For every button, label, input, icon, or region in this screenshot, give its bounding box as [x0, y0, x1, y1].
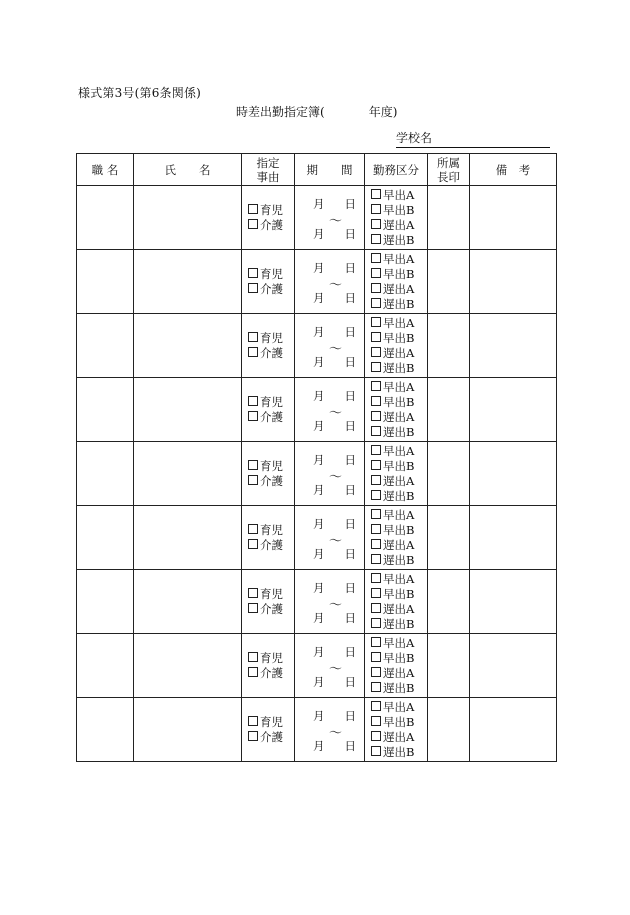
- remarks-cell[interactable]: [470, 250, 557, 314]
- duty-option-label: 早出B: [383, 714, 415, 729]
- start-day-label: 日: [344, 581, 356, 595]
- duty-option-early-a[interactable]: [371, 572, 427, 587]
- duty-option-late-b[interactable]: [371, 233, 427, 248]
- duty-option-label: 遅出A: [383, 281, 415, 296]
- checkbox-icon[interactable]: [371, 746, 381, 756]
- name-cell[interactable]: [134, 570, 242, 634]
- checkbox-icon[interactable]: [248, 524, 258, 534]
- reason-option-nursing-care[interactable]: [248, 346, 294, 361]
- checkbox-icon[interactable]: [371, 490, 381, 500]
- reason-cell: [242, 186, 295, 250]
- duty-type-cell: [365, 634, 428, 698]
- period-cell[interactable]: [295, 506, 365, 570]
- duty-option-early-b[interactable]: [371, 395, 427, 410]
- duty-option-early-b[interactable]: [371, 523, 427, 538]
- checkbox-icon[interactable]: [248, 652, 258, 662]
- reason-option-childcare[interactable]: [248, 267, 294, 282]
- checkbox-icon[interactable]: [371, 381, 381, 391]
- duty-option-label: 早出A: [383, 635, 415, 650]
- duty-option-early-a[interactable]: [371, 700, 427, 715]
- duty-option-early-b[interactable]: [371, 267, 427, 282]
- col-duty-type: 勤務区分: [365, 154, 428, 186]
- checkbox-icon[interactable]: [371, 682, 381, 692]
- checkbox-icon[interactable]: [248, 460, 258, 470]
- job-title-cell[interactable]: [77, 186, 134, 250]
- reason-option-label: 育児: [260, 522, 283, 537]
- duty-option-early-a[interactable]: [371, 188, 427, 203]
- duty-option-label: 早出B: [383, 266, 415, 281]
- period-cell[interactable]: [295, 250, 365, 314]
- checkbox-icon[interactable]: [371, 475, 381, 485]
- col-approver-seal: [428, 154, 470, 186]
- start-day-label: 日: [344, 709, 356, 723]
- checkbox-icon[interactable]: [371, 524, 381, 534]
- reason-option-nursing-care[interactable]: [248, 730, 294, 745]
- start-day-label: 日: [344, 389, 356, 403]
- job-title-cell[interactable]: [77, 634, 134, 698]
- duty-option-label: 遅出A: [383, 409, 415, 424]
- checkbox-icon[interactable]: [371, 253, 381, 263]
- checkbox-icon[interactable]: [371, 554, 381, 564]
- duty-option-label: 早出B: [383, 330, 415, 345]
- start-day-label: 日: [344, 517, 356, 531]
- col-reason-line2: 事由: [256, 169, 280, 184]
- period-cell[interactable]: [295, 570, 365, 634]
- job-title-cell[interactable]: [77, 378, 134, 442]
- checkbox-icon[interactable]: [371, 332, 381, 342]
- duty-option-label: 遅出A: [383, 729, 415, 744]
- period-cell[interactable]: [295, 186, 365, 250]
- duty-option-early-b[interactable]: [371, 587, 427, 602]
- checkbox-icon[interactable]: [371, 588, 381, 598]
- start-month-label: 月: [313, 645, 325, 659]
- start-month-label: 月: [313, 261, 325, 275]
- title-suffix: 年度): [368, 105, 398, 119]
- remarks-cell[interactable]: [470, 570, 557, 634]
- checkbox-icon[interactable]: [248, 204, 258, 214]
- reason-option-nursing-care[interactable]: [248, 538, 294, 553]
- duty-option-late-a[interactable]: [371, 538, 427, 553]
- start-month-label: 月: [313, 389, 325, 403]
- checkbox-icon[interactable]: [371, 539, 381, 549]
- remarks-cell[interactable]: [470, 314, 557, 378]
- reason-option-childcare[interactable]: [248, 715, 294, 730]
- duty-option-label: 早出B: [383, 394, 415, 409]
- checkbox-icon[interactable]: [371, 347, 381, 357]
- table-row: [77, 506, 557, 570]
- duty-option-label: 早出A: [383, 507, 415, 522]
- name-cell[interactable]: [134, 314, 242, 378]
- duty-option-late-a[interactable]: [371, 602, 427, 617]
- checkbox-icon[interactable]: [248, 475, 258, 485]
- end-month-label: 月: [313, 739, 325, 753]
- reason-option-childcare[interactable]: [248, 587, 294, 602]
- name-cell[interactable]: [134, 506, 242, 570]
- start-month-label: 月: [313, 581, 325, 595]
- reason-option-nursing-care[interactable]: [248, 282, 294, 297]
- reason-option-label: 介護: [260, 281, 283, 296]
- duty-option-late-a[interactable]: [371, 666, 427, 681]
- reason-cell: [242, 698, 295, 762]
- checkbox-icon[interactable]: [371, 317, 381, 327]
- duty-option-late-b[interactable]: [371, 425, 427, 440]
- col-approver-line1: 所属: [437, 155, 460, 170]
- name-cell[interactable]: [134, 186, 242, 250]
- approver-seal-cell[interactable]: [428, 634, 470, 698]
- table-row: [77, 442, 557, 506]
- reason-cell: [242, 506, 295, 570]
- duty-option-late-a[interactable]: [371, 282, 427, 297]
- duty-option-early-b[interactable]: [371, 459, 427, 474]
- period-cell[interactable]: [295, 698, 365, 762]
- remarks-cell[interactable]: [470, 506, 557, 570]
- reason-option-label: 介護: [260, 665, 283, 680]
- checkbox-icon[interactable]: [371, 573, 381, 583]
- checkbox-icon[interactable]: [248, 347, 258, 357]
- reason-option-label: 育児: [260, 330, 283, 345]
- checkbox-icon[interactable]: [371, 426, 381, 436]
- checkbox-icon[interactable]: [248, 539, 258, 549]
- reason-option-label: 育児: [260, 202, 283, 217]
- checkbox-icon[interactable]: [371, 445, 381, 455]
- job-title-cell[interactable]: [77, 570, 134, 634]
- duty-option-label: 遅出A: [383, 345, 415, 360]
- end-month-label: 月: [313, 355, 325, 369]
- end-month-label: 月: [313, 291, 325, 305]
- duty-option-label: 遅出A: [383, 537, 415, 552]
- end-day-label: 日: [344, 547, 356, 561]
- end-day-label: 日: [344, 355, 356, 369]
- name-cell[interactable]: [134, 634, 242, 698]
- checkbox-icon[interactable]: [248, 332, 258, 342]
- duty-option-label: 遅出B: [383, 360, 415, 375]
- remarks-cell[interactable]: [470, 378, 557, 442]
- duty-option-early-a[interactable]: [371, 508, 427, 523]
- duty-option-late-b[interactable]: [371, 553, 427, 568]
- reason-cell: [242, 250, 295, 314]
- approver-seal-cell[interactable]: [428, 570, 470, 634]
- duty-type-cell: [365, 250, 428, 314]
- duty-option-label: 早出A: [383, 315, 415, 330]
- duty-option-late-a[interactable]: [371, 474, 427, 489]
- table-row: [77, 634, 557, 698]
- table-row: [77, 378, 557, 442]
- period-cell[interactable]: [295, 442, 365, 506]
- duty-option-late-b[interactable]: [371, 745, 427, 760]
- job-title-cell[interactable]: [77, 698, 134, 762]
- duty-type-cell: [365, 314, 428, 378]
- checkbox-icon[interactable]: [248, 667, 258, 677]
- duty-option-label: 早出A: [383, 571, 415, 586]
- checkbox-icon[interactable]: [371, 618, 381, 628]
- reason-option-label: 育児: [260, 714, 283, 729]
- checkbox-icon[interactable]: [371, 396, 381, 406]
- reason-option-childcare[interactable]: [248, 523, 294, 538]
- duty-option-label: 早出B: [383, 522, 415, 537]
- checkbox-icon[interactable]: [248, 396, 258, 406]
- end-day-label: 日: [344, 739, 356, 753]
- duty-option-label: 遅出B: [383, 488, 415, 503]
- duty-option-label: 早出B: [383, 458, 415, 473]
- reason-option-label: 介護: [260, 601, 283, 616]
- checkbox-icon[interactable]: [371, 411, 381, 421]
- table-row: [77, 250, 557, 314]
- duty-option-label: 早出A: [383, 699, 415, 714]
- duty-option-label: 遅出A: [383, 665, 415, 680]
- checkbox-icon[interactable]: [371, 731, 381, 741]
- remarks-cell[interactable]: [470, 634, 557, 698]
- end-day-label: 日: [344, 611, 356, 625]
- end-month-label: 月: [313, 547, 325, 561]
- duty-type-cell: [365, 698, 428, 762]
- start-day-label: 日: [344, 261, 356, 275]
- reason-option-childcare[interactable]: [248, 459, 294, 474]
- end-month-label: 月: [313, 675, 325, 689]
- end-day-label: 日: [344, 675, 356, 689]
- duty-type-cell: [365, 506, 428, 570]
- job-title-cell[interactable]: [77, 442, 134, 506]
- reason-option-childcare[interactable]: [248, 651, 294, 666]
- duty-option-label: 早出A: [383, 379, 415, 394]
- start-month-label: 月: [313, 517, 325, 531]
- duty-option-label: 遅出B: [383, 232, 415, 247]
- checkbox-icon[interactable]: [371, 204, 381, 214]
- start-month-label: 月: [313, 453, 325, 467]
- start-month-label: 月: [313, 197, 325, 211]
- reason-option-label: 育児: [260, 266, 283, 281]
- duty-option-label: 遅出B: [383, 296, 415, 311]
- reason-option-nursing-care[interactable]: [248, 410, 294, 425]
- col-job-title: 職 名: [77, 154, 134, 186]
- duty-option-label: 早出B: [383, 650, 415, 665]
- duty-type-cell: [365, 378, 428, 442]
- range-tilde: 〜: [329, 726, 343, 741]
- checkbox-icon[interactable]: [371, 362, 381, 372]
- job-title-cell[interactable]: [77, 250, 134, 314]
- range-tilde: 〜: [329, 406, 343, 421]
- table-row: [77, 570, 557, 634]
- start-month-label: 月: [313, 709, 325, 723]
- checkbox-icon[interactable]: [371, 716, 381, 726]
- table-body: [77, 186, 557, 762]
- reason-option-label: 育児: [260, 650, 283, 665]
- job-title-cell[interactable]: [77, 314, 134, 378]
- checkbox-icon[interactable]: [371, 189, 381, 199]
- start-day-label: 日: [344, 197, 356, 211]
- range-tilde: 〜: [329, 470, 343, 485]
- name-cell[interactable]: [134, 442, 242, 506]
- checkbox-icon[interactable]: [371, 667, 381, 677]
- end-day-label: 日: [344, 291, 356, 305]
- duty-option-label: 遅出B: [383, 744, 415, 759]
- reason-option-nursing-care[interactable]: [248, 218, 294, 233]
- duty-option-early-a[interactable]: [371, 252, 427, 267]
- duty-option-late-a[interactable]: [371, 218, 427, 233]
- checkbox-icon[interactable]: [248, 588, 258, 598]
- col-reason-line1: 指定: [256, 155, 280, 170]
- school-name-field[interactable]: [396, 129, 550, 148]
- approver-seal-cell[interactable]: [428, 250, 470, 314]
- duty-option-early-a[interactable]: [371, 444, 427, 459]
- duty-option-early-b[interactable]: [371, 203, 427, 218]
- reason-option-nursing-care[interactable]: [248, 474, 294, 489]
- reason-cell: [242, 314, 295, 378]
- duty-type-cell: [365, 186, 428, 250]
- duty-option-label: 早出A: [383, 251, 415, 266]
- checkbox-icon[interactable]: [248, 603, 258, 613]
- checkbox-icon[interactable]: [248, 219, 258, 229]
- checkbox-icon[interactable]: [248, 731, 258, 741]
- reason-cell: [242, 570, 295, 634]
- start-day-label: 日: [344, 325, 356, 339]
- reason-option-childcare[interactable]: [248, 331, 294, 346]
- checkbox-icon[interactable]: [371, 460, 381, 470]
- reason-option-label: 介護: [260, 409, 283, 424]
- duty-option-label: 早出B: [383, 586, 415, 601]
- reason-option-nursing-care[interactable]: [248, 602, 294, 617]
- duty-option-early-b[interactable]: [371, 331, 427, 346]
- reason-option-label: 介護: [260, 473, 283, 488]
- reason-option-childcare[interactable]: [248, 395, 294, 410]
- approver-seal-cell[interactable]: [428, 314, 470, 378]
- header-row: [77, 154, 557, 186]
- end-month-label: 月: [313, 419, 325, 433]
- duty-option-early-a[interactable]: [371, 316, 427, 331]
- reason-option-label: 介護: [260, 217, 283, 232]
- duty-option-late-a[interactable]: [371, 730, 427, 745]
- reason-option-label: 育児: [260, 458, 283, 473]
- approver-seal-cell[interactable]: [428, 698, 470, 762]
- checkbox-icon[interactable]: [371, 652, 381, 662]
- checkbox-icon[interactable]: [371, 509, 381, 519]
- end-day-label: 日: [344, 483, 356, 497]
- reason-option-label: 介護: [260, 729, 283, 744]
- duty-option-late-a[interactable]: [371, 346, 427, 361]
- checkbox-icon[interactable]: [248, 283, 258, 293]
- col-remarks: 備 考: [470, 154, 557, 186]
- approver-seal-cell[interactable]: [428, 442, 470, 506]
- form-number: 様式第3号(第6条関係): [78, 86, 202, 100]
- duty-option-early-a[interactable]: [371, 380, 427, 395]
- period-cell[interactable]: [295, 378, 365, 442]
- name-cell[interactable]: [134, 698, 242, 762]
- duty-option-label: 遅出B: [383, 552, 415, 567]
- range-tilde: 〜: [329, 214, 343, 229]
- table-row: [77, 186, 557, 250]
- range-tilde: 〜: [329, 534, 343, 549]
- approver-seal-cell[interactable]: [428, 378, 470, 442]
- duty-option-label: 遅出B: [383, 680, 415, 695]
- end-month-label: 月: [313, 227, 325, 241]
- end-day-label: 日: [344, 227, 356, 241]
- range-tilde: 〜: [329, 342, 343, 357]
- approver-seal-cell[interactable]: [428, 186, 470, 250]
- reason-option-label: 介護: [260, 345, 283, 360]
- checkbox-icon[interactable]: [248, 411, 258, 421]
- duty-option-label: 早出A: [383, 443, 415, 458]
- start-month-label: 月: [313, 325, 325, 339]
- table-row: [77, 698, 557, 762]
- table-row: [77, 314, 557, 378]
- range-tilde: 〜: [329, 662, 343, 677]
- checkbox-icon[interactable]: [371, 603, 381, 613]
- end-day-label: 日: [344, 419, 356, 433]
- remarks-cell[interactable]: [470, 698, 557, 762]
- range-tilde: 〜: [329, 598, 343, 613]
- reason-option-label: 介護: [260, 537, 283, 552]
- checkbox-icon[interactable]: [371, 268, 381, 278]
- reason-cell: [242, 378, 295, 442]
- staggered-attendance-table: [76, 153, 557, 762]
- col-approver-line2: 長印: [437, 169, 460, 184]
- start-day-label: 日: [344, 645, 356, 659]
- approver-seal-cell[interactable]: [428, 506, 470, 570]
- range-tilde: 〜: [329, 278, 343, 293]
- duty-option-late-b[interactable]: [371, 489, 427, 504]
- checkbox-icon[interactable]: [371, 701, 381, 711]
- duty-option-label: 遅出B: [383, 424, 415, 439]
- end-month-label: 月: [313, 483, 325, 497]
- checkbox-icon[interactable]: [371, 283, 381, 293]
- col-name: 氏 名: [134, 154, 242, 186]
- end-month-label: 月: [313, 611, 325, 625]
- checkbox-icon[interactable]: [371, 637, 381, 647]
- col-period: 期 間: [295, 154, 365, 186]
- start-day-label: 日: [344, 453, 356, 467]
- reason-option-label: 育児: [260, 586, 283, 601]
- duty-option-label: 遅出A: [383, 601, 415, 616]
- duty-type-cell: [365, 570, 428, 634]
- duty-option-early-b[interactable]: [371, 715, 427, 730]
- name-cell[interactable]: [134, 378, 242, 442]
- duty-option-late-b[interactable]: [371, 297, 427, 312]
- document-title: [236, 103, 397, 120]
- checkbox-icon[interactable]: [248, 268, 258, 278]
- checkbox-icon[interactable]: [248, 716, 258, 726]
- title-prefix: 時差出勤指定簿(: [236, 105, 325, 119]
- remarks-cell[interactable]: [470, 442, 557, 506]
- job-title-cell[interactable]: [77, 506, 134, 570]
- duty-option-early-a[interactable]: [371, 636, 427, 651]
- duty-option-late-a[interactable]: [371, 410, 427, 425]
- reason-cell: [242, 634, 295, 698]
- reason-option-childcare[interactable]: [248, 203, 294, 218]
- duty-option-late-b[interactable]: [371, 681, 427, 696]
- checkbox-icon[interactable]: [371, 234, 381, 244]
- reason-cell: [242, 442, 295, 506]
- duty-option-label: 遅出A: [383, 217, 415, 232]
- duty-type-cell: [365, 442, 428, 506]
- period-cell[interactable]: [295, 314, 365, 378]
- duty-option-early-b[interactable]: [371, 651, 427, 666]
- reason-option-label: 育児: [260, 394, 283, 409]
- remarks-cell[interactable]: [470, 186, 557, 250]
- col-reason: [242, 154, 295, 186]
- duty-option-label: 遅出A: [383, 473, 415, 488]
- duty-option-label: 遅出B: [383, 616, 415, 631]
- reason-option-nursing-care[interactable]: [248, 666, 294, 681]
- duty-option-label: 早出A: [383, 187, 415, 202]
- duty-option-label: 早出B: [383, 202, 415, 217]
- duty-option-late-b[interactable]: [371, 617, 427, 632]
- name-cell[interactable]: [134, 250, 242, 314]
- period-cell[interactable]: [295, 634, 365, 698]
- checkbox-icon[interactable]: [371, 298, 381, 308]
- checkbox-icon[interactable]: [371, 219, 381, 229]
- duty-option-late-b[interactable]: [371, 361, 427, 376]
- school-name-label: 学校名: [396, 131, 433, 145]
